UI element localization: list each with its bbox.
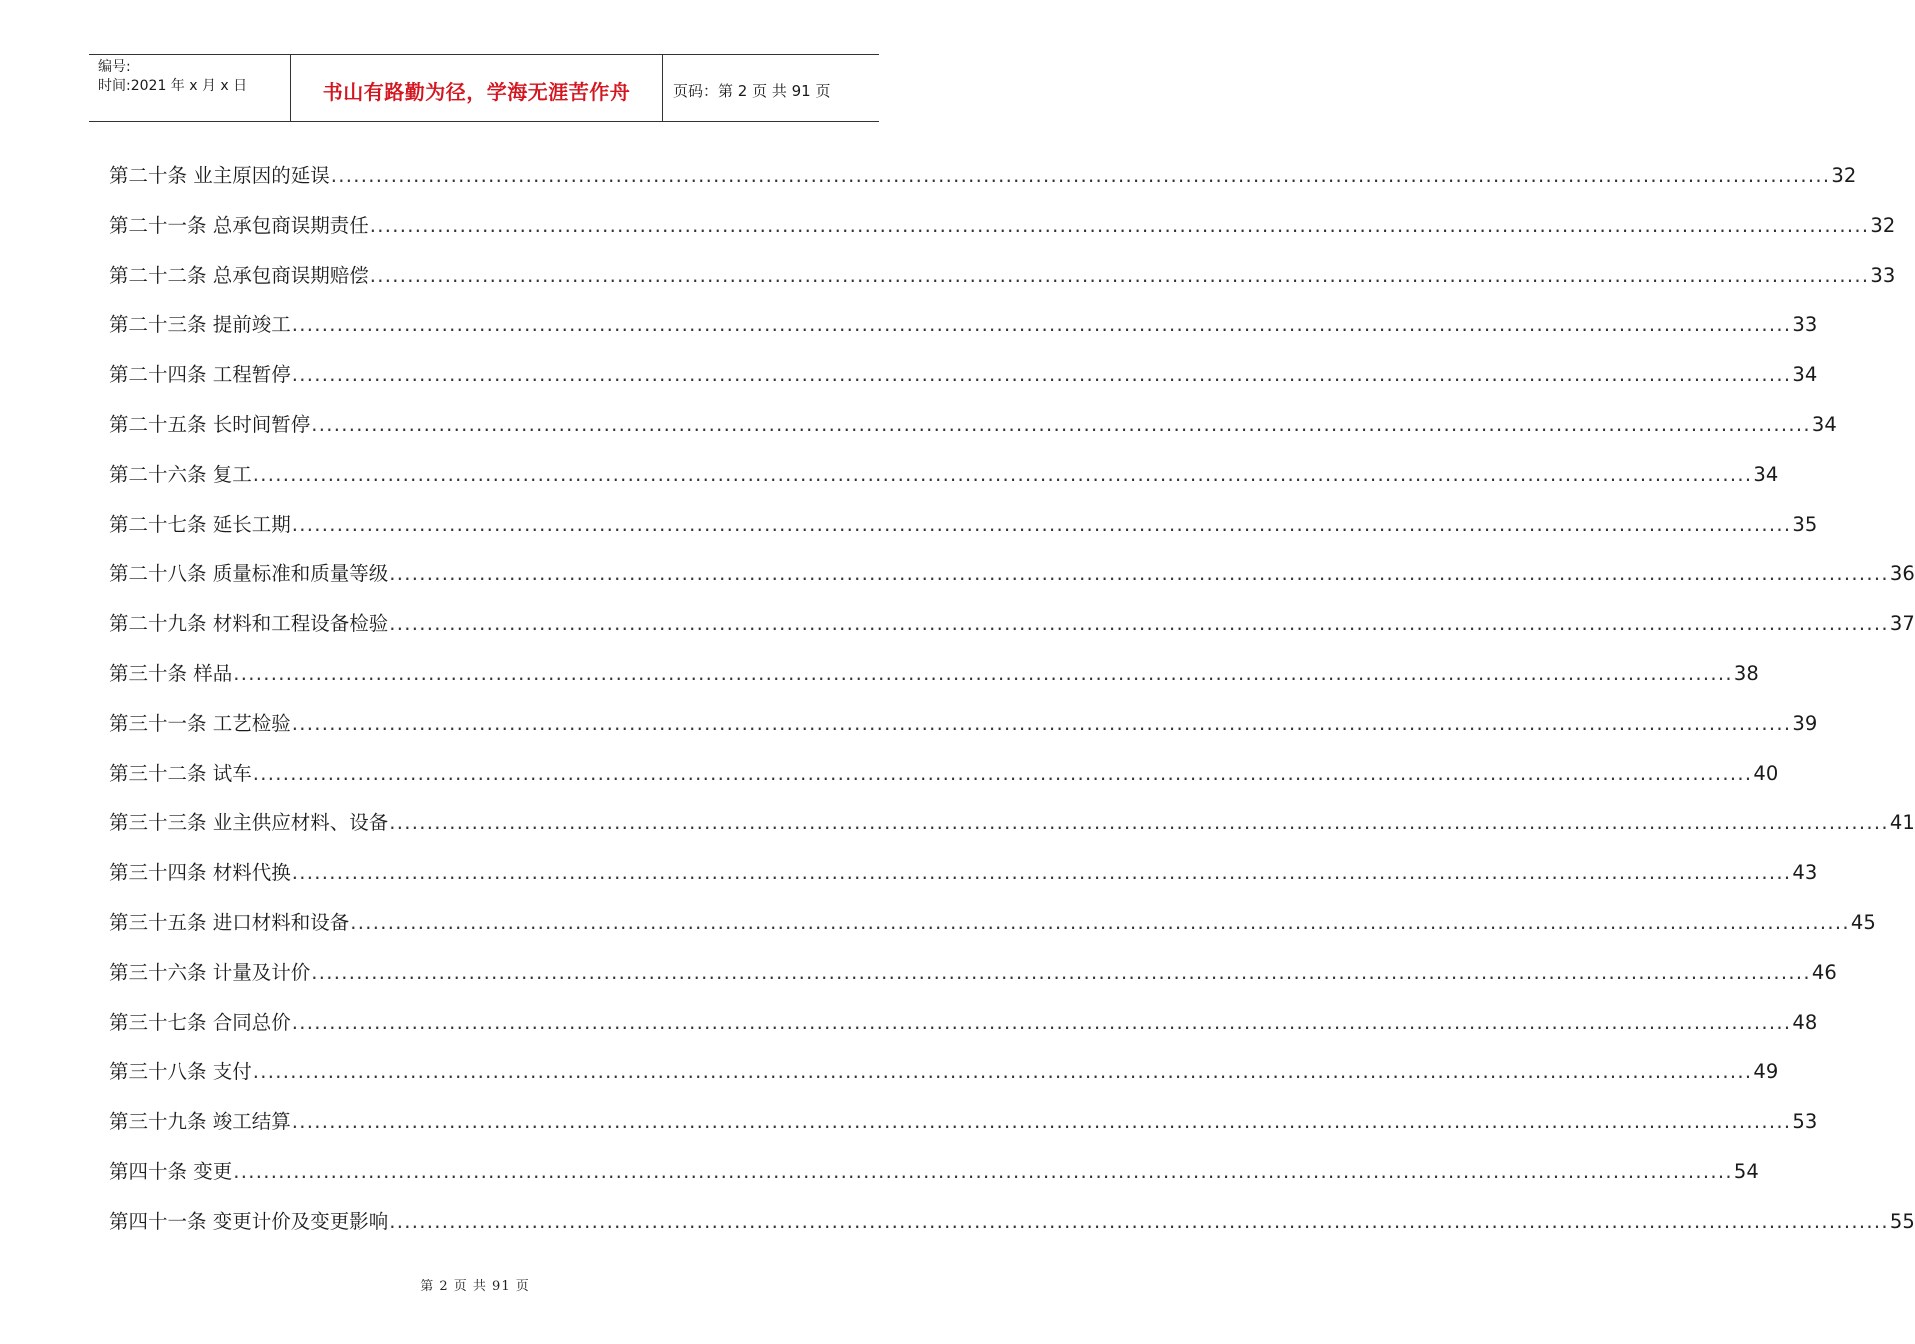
toc-dot-leader: ........................................................................................................................................................................................................ (311, 960, 1811, 984)
toc-dot-leader: ........................................................................................................................................................................................................ (369, 263, 1870, 287)
toc-entry-title: 第二十六条 复工 (109, 462, 252, 486)
toc-entry-title: 第二十四条 工程暂停 (109, 363, 291, 387)
toc-entry[interactable] (109, 1206, 1915, 1256)
toc-entry-page: 40 (1753, 761, 1779, 785)
toc-entry-page: 48 (1792, 1010, 1818, 1034)
toc-entry-title: 第三十条 样品 (109, 661, 233, 685)
toc-entry-title: 第二十二条 总承包商误期赔偿 (109, 263, 369, 287)
toc-entry-page: 37 (1889, 612, 1915, 636)
toc-entry-title: 第三十一条 工艺检验 (109, 711, 291, 735)
toc-entry-page: 32 (1870, 213, 1896, 237)
page-footer: 第 2 页 共 91 页 (420, 1279, 530, 1294)
toc-entry[interactable] (109, 708, 1818, 758)
toc-entry[interactable] (109, 160, 1857, 210)
toc-entry[interactable] (109, 857, 1818, 907)
toc-entry-title: 第二十条 业主原因的延误 (109, 164, 330, 187)
toc-entry-title: 第三十四条 材料代换 (109, 861, 291, 885)
toc-entry-title: 第三十三条 业主供应材料、设备 (109, 811, 389, 835)
toc-entry-page: 34 (1792, 363, 1818, 387)
toc-dot-leader: ........................................................................................................................................................................................................ (330, 164, 1831, 187)
toc-entry-title: 第三十六条 计量及计价 (109, 960, 311, 984)
toc-entry-page: 54 (1733, 1159, 1759, 1183)
toc-entry-page: 45 (1850, 910, 1876, 934)
toc-dot-leader: ........................................................................................................................................................................................................ (369, 213, 1870, 237)
toc-entry-page: 49 (1753, 1060, 1779, 1084)
toc-entry-page: 34 (1753, 462, 1779, 486)
toc-dot-leader: ........................................................................................................................................................................................................ (291, 711, 1792, 735)
toc-entry-page: 53 (1792, 1110, 1818, 1134)
toc-entry[interactable] (109, 957, 1837, 1007)
toc-entry[interactable] (109, 1106, 1818, 1156)
toc-entry[interactable] (109, 309, 1818, 359)
toc-entry-page: 33 (1792, 313, 1818, 337)
toc-entry-title: 第四十条 变更 (109, 1159, 233, 1183)
toc-entry[interactable] (109, 608, 1915, 658)
header-page-cell (663, 55, 879, 121)
toc-dot-leader: ........................................................................................................................................................................................................ (252, 1060, 1753, 1084)
toc-dot-leader: ........................................................................................................................................................................................................ (291, 512, 1792, 536)
toc-entry-title: 第二十七条 延长工期 (109, 512, 291, 536)
toc-dot-leader: ........................................................................................................................................................................................................ (291, 861, 1792, 885)
toc-entry[interactable] (109, 558, 1915, 608)
toc-entry-title: 第二十五条 长时间暂停 (109, 412, 311, 436)
toc-entry[interactable] (109, 1007, 1818, 1057)
toc-dot-leader: ........................................................................................................................................................................................................ (252, 462, 1753, 486)
toc-entry-title: 第二十八条 质量标准和质量等级 (109, 562, 389, 586)
toc-dot-leader: ........................................................................................................................................................................................................ (291, 363, 1792, 387)
header-motto-cell (291, 55, 663, 121)
toc-entry-page: 35 (1792, 512, 1818, 536)
toc-entry[interactable] (109, 210, 1896, 260)
header-meta (89, 55, 291, 121)
toc-entry-title: 第三十五条 进口材料和设备 (109, 910, 350, 934)
toc-entry-page: 39 (1792, 711, 1818, 735)
toc-entry[interactable] (109, 807, 1915, 857)
toc-entry-page: 43 (1792, 861, 1818, 885)
toc-entry[interactable] (109, 260, 1896, 310)
toc-entry[interactable] (109, 658, 1759, 708)
toc-entry-page: 55 (1889, 1209, 1915, 1233)
toc-dot-leader: ........................................................................................................................................................................................................ (233, 1159, 1733, 1183)
toc-entry[interactable] (109, 907, 1876, 957)
toc-entry-title: 第三十九条 竣工结算 (109, 1110, 291, 1134)
toc-entry-title: 第四十一条 变更计价及变更影响 (109, 1209, 389, 1233)
toc-entry[interactable] (109, 509, 1818, 559)
toc-dot-leader: ........................................................................................................................................................................................................ (350, 910, 1850, 934)
toc-dot-leader: ........................................................................................................................................................................................................ (291, 1110, 1792, 1134)
toc-entry-title: 第二十三条 提前竣工 (109, 313, 291, 337)
toc-entry[interactable] (109, 459, 1779, 509)
toc-dot-leader: ........................................................................................................................................................................................................ (252, 761, 1753, 785)
toc-entry[interactable] (109, 1156, 1759, 1206)
serial-label: 编号: (98, 59, 131, 75)
toc-entry-page: 36 (1889, 562, 1915, 586)
motto: 书山有路勤为径，学海无涯苦作舟 (322, 79, 631, 104)
toc-dot-leader: ........................................................................................................................................................................................................ (311, 412, 1811, 436)
toc-entry-title: 第二十一条 总承包商误期责任 (109, 213, 369, 237)
toc-entry-page: 33 (1870, 263, 1896, 287)
toc-entry-page: 32 (1831, 164, 1857, 187)
toc-dot-leader: ........................................................................................................................................................................................................ (389, 612, 1889, 636)
toc-entry[interactable] (109, 359, 1818, 409)
toc-dot-leader: ........................................................................................................................................................................................................ (291, 1010, 1792, 1034)
toc-dot-leader: ........................................................................................................................................................................................................ (389, 1209, 1889, 1233)
toc-entry-page: 38 (1733, 661, 1759, 685)
toc-entry-title: 第三十二条 试车 (109, 761, 252, 785)
toc-entry[interactable] (109, 1056, 1779, 1106)
toc-entry-page: 41 (1889, 811, 1915, 835)
toc-entry-title: 第三十八条 支付 (109, 1060, 252, 1084)
toc-entry-page: 46 (1811, 960, 1837, 984)
toc-entry-title: 第二十九条 材料和工程设备检验 (109, 612, 389, 636)
toc-dot-leader: ........................................................................................................................................................................................................ (389, 811, 1889, 835)
table-of-contents (109, 160, 1915, 1256)
toc-entry[interactable] (109, 409, 1837, 459)
header-page-info: 页码：第 2 页 共 91 页 (673, 81, 831, 100)
toc-entry[interactable] (109, 758, 1779, 808)
toc-entry-page: 34 (1811, 412, 1837, 436)
toc-dot-leader: ........................................................................................................................................................................................................ (233, 661, 1733, 685)
time-label: 时间:2021 年 x 月 x 日 (98, 78, 248, 94)
toc-dot-leader: ........................................................................................................................................................................................................ (291, 313, 1792, 337)
toc-dot-leader: ........................................................................................................................................................................................................ (389, 562, 1889, 586)
page-header (89, 54, 879, 122)
toc-entry-title: 第三十七条 合同总价 (109, 1010, 291, 1034)
